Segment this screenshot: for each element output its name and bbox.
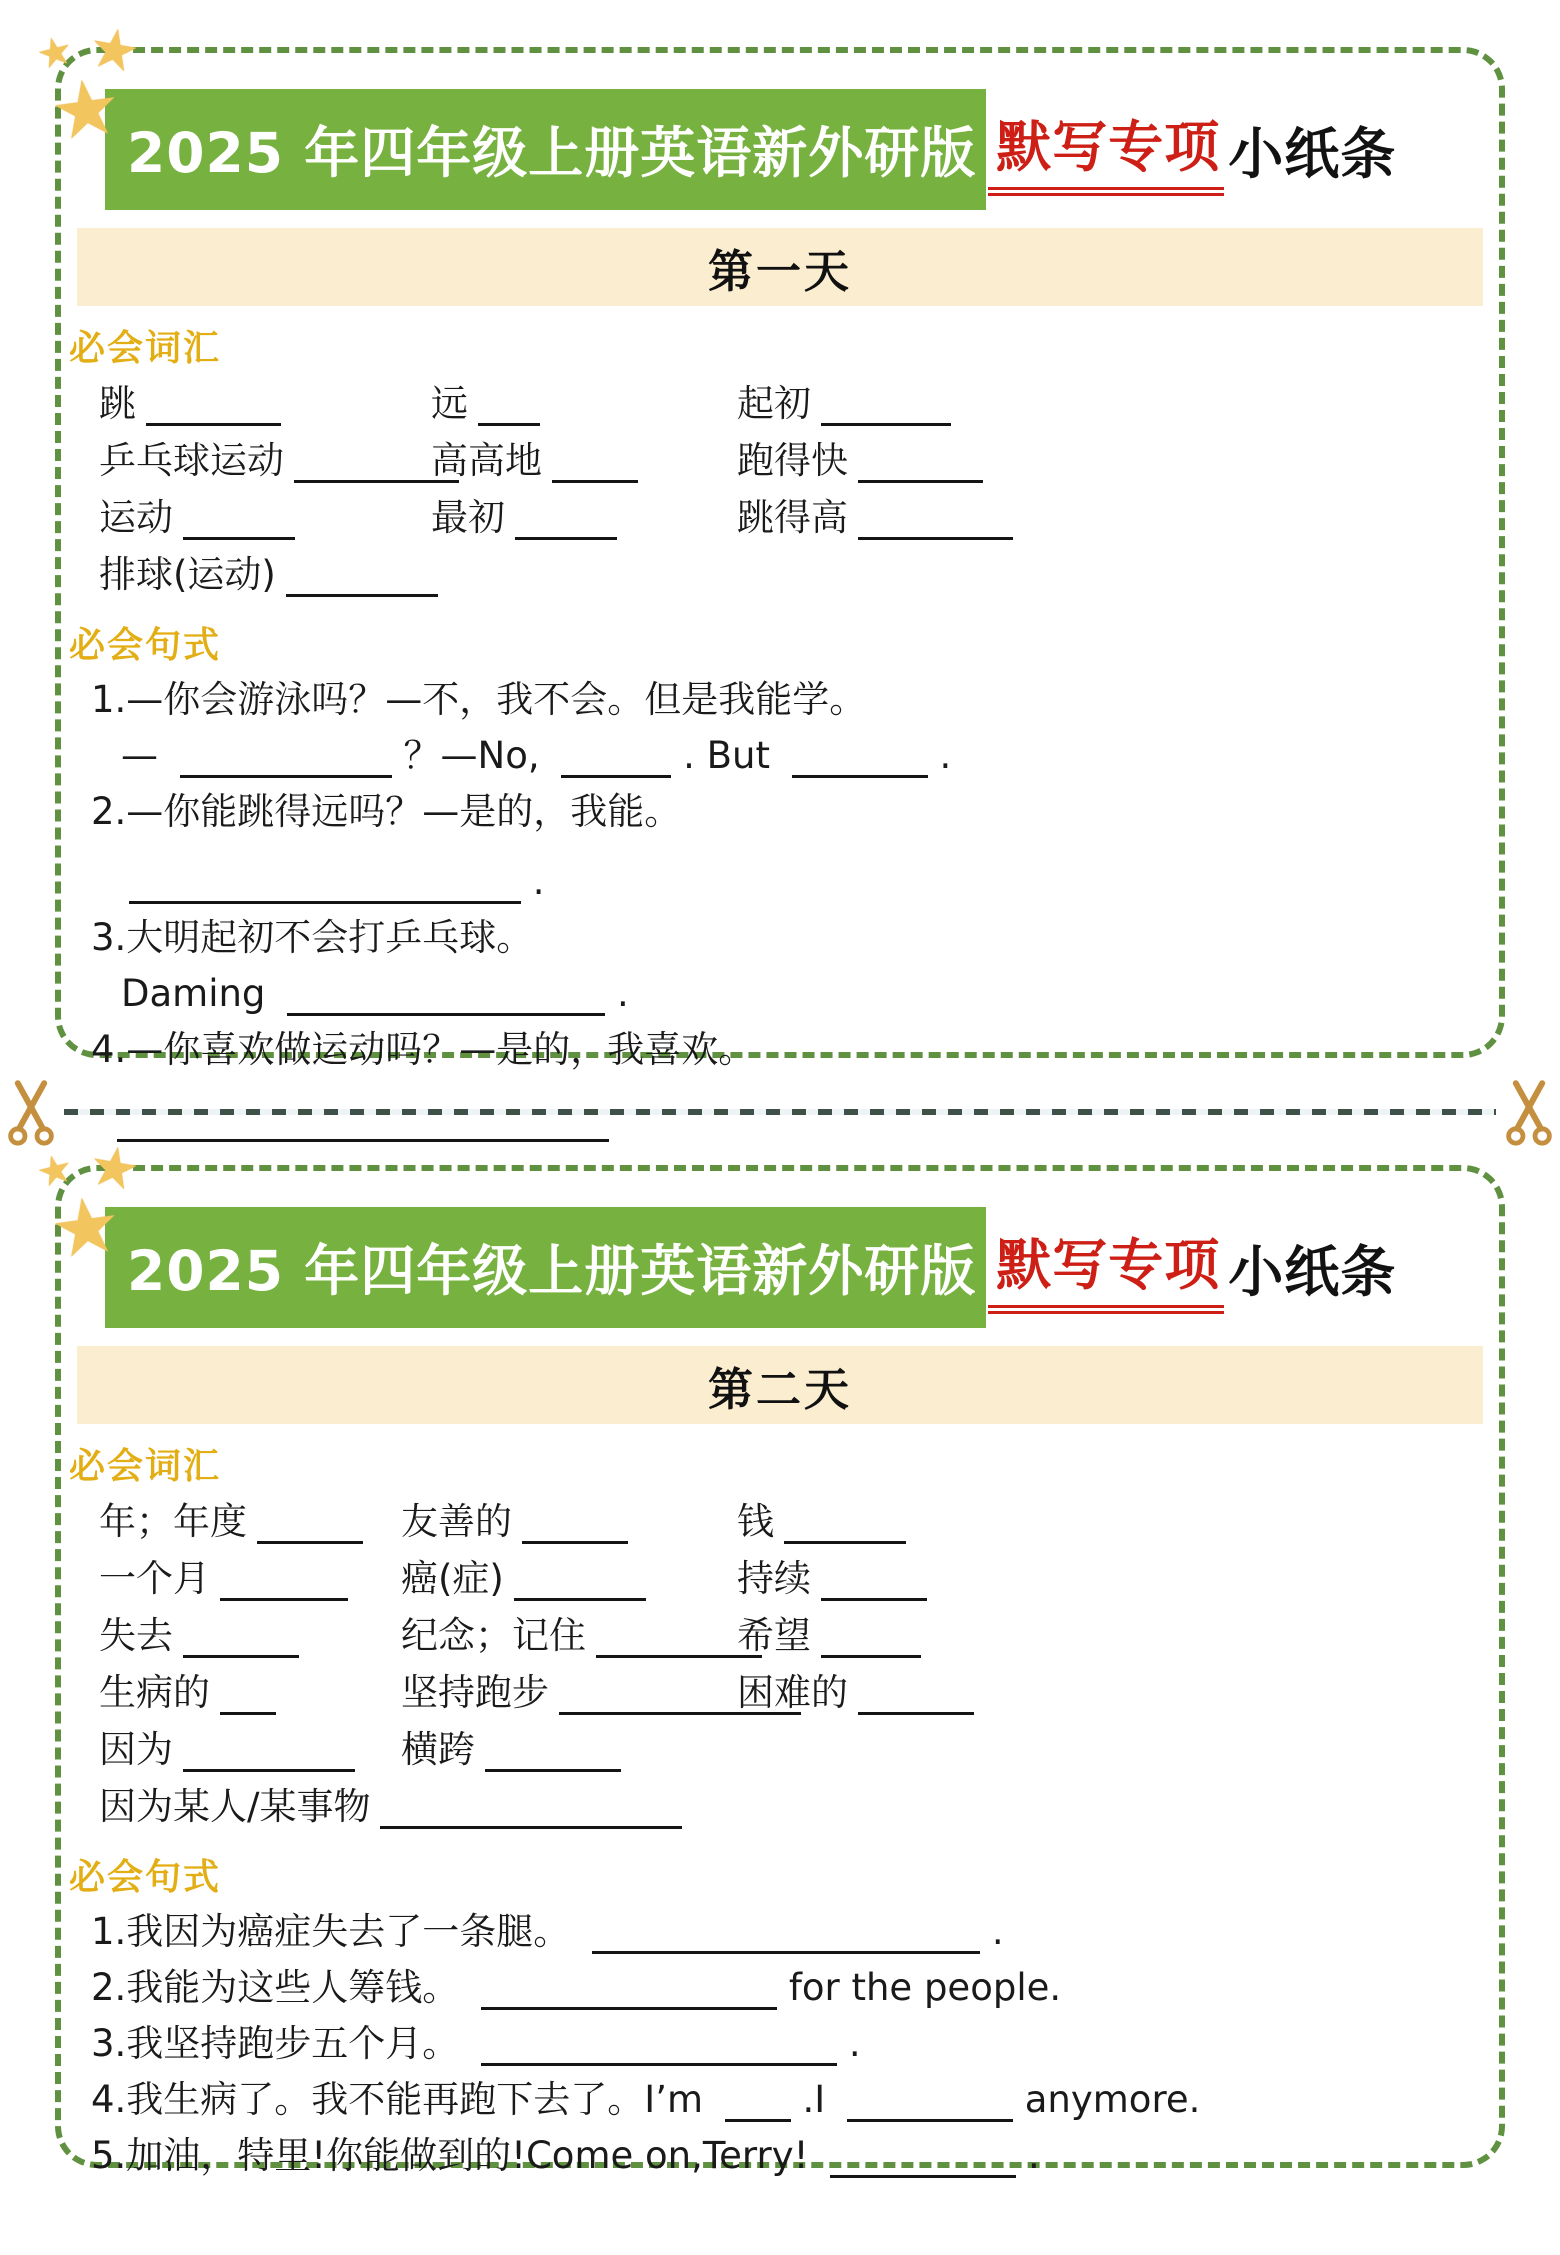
vocab-item: [99, 1721, 401, 1778]
fill-blank: [183, 525, 295, 540]
vocab-word: 乒乓球运动: [99, 439, 284, 482]
fill-blank: [858, 525, 1013, 540]
fill-blank: [821, 1643, 921, 1658]
sentence-line: [91, 854, 1471, 910]
sentence-list: [89, 672, 1471, 1148]
vocab-list: [89, 375, 1471, 603]
fill-blank: [481, 2051, 837, 2066]
vocab-item: [431, 546, 737, 603]
title-black-segment: 小纸条: [1228, 1240, 1397, 1304]
sentence-line: [91, 2128, 1471, 2184]
fill-blank: [485, 1757, 621, 1772]
fill-blank: [821, 1586, 927, 1601]
vocab-word: 生病的: [99, 1671, 210, 1714]
vocab-word: 跳: [99, 382, 136, 425]
title-red-segment: 默写专项: [988, 103, 1224, 196]
vocab-item: [737, 1664, 1471, 1721]
vocab-item: [401, 1550, 737, 1607]
vocab-word: 坚持跑步: [401, 1671, 549, 1714]
fill-blank: [792, 763, 928, 778]
fill-blank: [117, 1127, 609, 1142]
vocab-word: 困难的: [737, 1671, 848, 1714]
vocab-item: [99, 1607, 401, 1664]
fill-blank: [725, 2107, 791, 2122]
fill-blank: [287, 1001, 605, 1016]
sentence-text: 2.我能为这些人筹钱。: [91, 1966, 472, 2009]
vocab-item: [431, 375, 737, 432]
title-red-segment: 默写专项: [988, 1221, 1224, 1314]
vocab-item: [99, 1493, 401, 1550]
fill-blank: [552, 468, 638, 483]
vocab-row: [99, 1721, 1471, 1778]
worksheet-page: [0, 14, 1560, 2177]
vocab-word: 失去: [99, 1614, 173, 1657]
vocab-item: [99, 1550, 401, 1607]
vocab-row: [99, 1664, 1471, 1721]
vocab-word: 友善的: [401, 1500, 512, 1543]
fill-blank: [183, 1757, 355, 1772]
fill-blank: [220, 1700, 276, 1715]
vocab-item: [99, 489, 431, 546]
fill-blank: [847, 2107, 1013, 2122]
vocab-word: 年；年度: [99, 1500, 247, 1543]
fill-blank: [821, 411, 951, 426]
sentence-text: 1.我因为癌症失去了一条腿。: [91, 1910, 583, 1953]
vocab-item: [737, 546, 1471, 603]
vocab-row: [99, 1493, 1471, 1550]
day-label: 第一天: [707, 244, 852, 298]
fill-blank: [481, 1995, 777, 2010]
vocab-item: [401, 1721, 737, 1778]
title-green-segment: 2025 年四年级上册英语新外研版: [105, 89, 986, 210]
fill-blank: [180, 763, 392, 778]
star-icon: ★: [45, 60, 127, 160]
sentence-text: .: [1016, 2134, 1040, 2177]
vocab-word: 一个月: [99, 1557, 210, 1600]
sentence-text: for the people.: [777, 1966, 1062, 2009]
vocab-row: [99, 375, 1471, 432]
day-label: 第二天: [707, 1362, 852, 1416]
vocab-word: 起初: [737, 382, 811, 425]
vocab-row: [99, 1778, 1471, 1835]
day-header: [77, 228, 1483, 306]
vocab-item: [737, 1607, 1471, 1664]
sentence-text: Daming: [121, 972, 278, 1015]
sentence-line: [91, 1092, 1471, 1148]
vocab-item: [737, 375, 1471, 432]
fill-blank: [220, 1586, 348, 1601]
vocab-word: 高高地: [431, 439, 542, 482]
vocab-word: 癌(症): [401, 1557, 504, 1600]
star-icon: ★: [31, 1144, 78, 1198]
vocab-item: [401, 1493, 737, 1550]
worksheet-panel-day1: [31, 14, 1505, 1071]
sentence-text: anymore.: [1012, 2078, 1201, 2121]
vocab-item: [737, 432, 1471, 489]
vocab-word: 跳得高: [737, 496, 848, 539]
vocab-item: [737, 1493, 1471, 1550]
fill-blank: [596, 1643, 762, 1658]
fill-blank: [858, 1700, 974, 1715]
fill-blank: [129, 889, 521, 904]
title-green-segment: 2025 年四年级上册英语新外研版: [105, 1207, 986, 1328]
sentence-text: ？—No,: [391, 734, 552, 777]
sentence-text: 1.—你会游泳吗？—不，我不会。但是我能学。: [91, 678, 867, 721]
sentence-text: .: [521, 860, 545, 903]
vocab-row: [99, 432, 1471, 489]
fill-blank: [522, 1529, 628, 1544]
vocab-section-label: 必会词汇: [69, 328, 222, 369]
sentence-line: [91, 2072, 1471, 2128]
sentences-section-label: 必会句式: [69, 1857, 222, 1898]
star-icon: ★: [31, 26, 78, 80]
vocab-item: [401, 1664, 737, 1721]
fill-blank: [380, 1814, 682, 1829]
fill-blank: [858, 468, 983, 483]
vocab-item: [431, 432, 737, 489]
vocab-row: [99, 1550, 1471, 1607]
vocab-row: [99, 489, 1471, 546]
fill-blank: [561, 763, 671, 778]
title-black-segment: 小纸条: [1228, 122, 1397, 186]
vocab-word: 纪念；记住: [401, 1614, 586, 1657]
vocab-item: [737, 1721, 1471, 1778]
fill-blank: [515, 525, 617, 540]
vocab-item: [737, 1550, 1471, 1607]
scissors-icon: [1500, 1073, 1558, 1151]
sentence-line: [91, 2016, 1471, 2072]
vocab-item: [99, 432, 431, 489]
vocab-word: 因为: [99, 1728, 173, 1771]
vocab-item: [99, 546, 431, 603]
sentence-text: .I: [790, 2078, 837, 2121]
vocab-word: 运动: [99, 496, 173, 539]
sentence-text: 3.我坚持跑步五个月。: [91, 2022, 472, 2065]
worksheet-title: [105, 89, 1471, 210]
vocab-word: 最初: [431, 496, 505, 539]
fill-blank: [183, 1643, 299, 1658]
sentence-text: 4.—你喜欢做运动吗？—是的，我喜欢。: [91, 1028, 756, 1071]
vocab-word: 因为某人/某事物: [99, 1785, 371, 1828]
vocab-item: [737, 489, 1471, 546]
worksheet-title: [105, 1207, 1471, 1328]
sentence-text: 3.大明起初不会打乒乓球。: [91, 916, 534, 959]
sentence-line: [91, 910, 1471, 966]
star-icon: ★: [83, 1132, 145, 1205]
worksheet-panel-day2: [31, 1132, 1505, 2177]
vocab-word: 钱: [737, 1500, 774, 1543]
fill-blank: [830, 2163, 1016, 2178]
vocab-word: 跑得快: [737, 439, 848, 482]
sentence-line: [91, 784, 1471, 840]
sentence-text: 4.我生病了。我不能再跑下去了。I’m: [91, 2078, 715, 2121]
sentence-text: 2.—你能跳得远吗？—是的，我能。: [91, 790, 682, 833]
fill-blank: [257, 1529, 363, 1544]
vocab-word: 远: [431, 382, 468, 425]
vocab-row: [99, 1607, 1471, 1664]
vocab-item: [401, 1607, 737, 1664]
sentence-text: .: [980, 1910, 1004, 1953]
vocab-section-label: 必会词汇: [69, 1446, 222, 1487]
sentence-text: .: [837, 2022, 861, 2065]
sentence-text: —: [121, 734, 170, 777]
fill-blank: [784, 1529, 906, 1544]
vocab-word: 横跨: [401, 1728, 475, 1771]
sentence-text: .: [927, 734, 952, 777]
sentence-text: . But: [671, 734, 782, 777]
vocab-item: [99, 375, 431, 432]
vocab-item: [431, 489, 737, 546]
sentences-section-label: 必会句式: [69, 625, 222, 666]
sentence-line: [91, 728, 1471, 784]
fill-blank: [559, 1700, 801, 1715]
sentence-text: 5.加油，特里!你能做到的!Come on,Terry!: [91, 2134, 821, 2177]
vocab-item: [99, 1664, 401, 1721]
vocab-item: [99, 1778, 401, 1835]
sentence-text: .: [605, 972, 629, 1015]
sentence-list: [89, 1904, 1471, 2184]
vocab-word: 持续: [737, 1557, 811, 1600]
fill-blank: [286, 582, 438, 597]
sentence-line: [91, 966, 1471, 1022]
star-icon: ★: [83, 14, 145, 87]
scissors-icon: [2, 1073, 60, 1151]
fill-blank: [146, 411, 281, 426]
fill-blank: [294, 468, 459, 483]
star-icon: ★: [45, 1178, 127, 1278]
day-header: [77, 1346, 1483, 1424]
sentence-line: [91, 672, 1471, 728]
fill-blank: [592, 1939, 980, 1954]
vocab-word: 排球(运动): [99, 553, 276, 596]
sentence-line: [91, 1960, 1471, 2016]
fill-blank: [514, 1586, 646, 1601]
vocab-row: [99, 546, 1471, 603]
vocab-item: [737, 1778, 1471, 1835]
vocab-list: [89, 1493, 1471, 1835]
sentence-line: [91, 1904, 1471, 1960]
fill-blank: [478, 411, 540, 426]
vocab-word: 希望: [737, 1614, 811, 1657]
sentence-line: [91, 1022, 1471, 1078]
